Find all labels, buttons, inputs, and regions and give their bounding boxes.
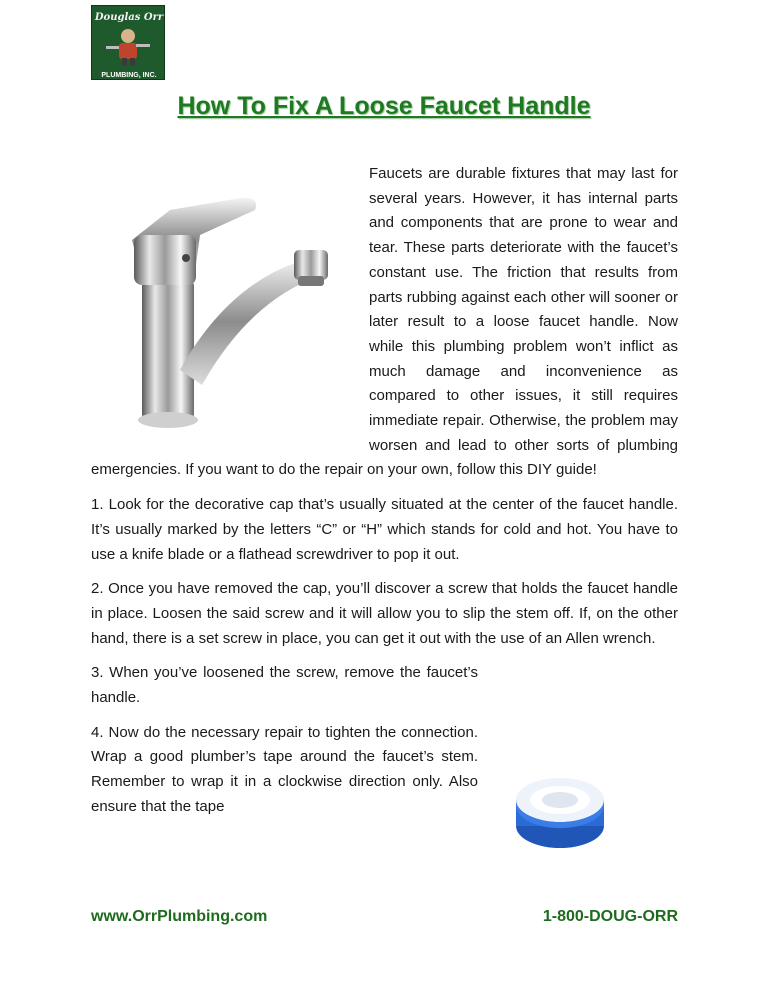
step-3-paragraph: 3. When you’ve loosened the screw, remove the faucet’s handle. [91,664,478,707]
image-space [91,162,369,458]
phone-number[interactable]: 1-800-DOUG-ORR [542,908,678,925]
logo-line2: PLUMBING, INC. [101,72,157,79]
step-1-paragraph: 1. Look for the decorative cap that’s usually situated at the center of the faucet handle. It’s usually marked by the letters “C” or “H” which stands for cold and hot. You have to use a knife blade or a flathead screwdriver to pop it out. [91,496,678,563]
step-4-paragraph: 4. Now do the necessary repair to tighten the connection. Wrap a good plumber’s tape around the faucet’s stem. Remember to wrap it in a clockwise direction only. Also ensure that the tape [91,723,478,815]
step-2-paragraph: 2. Once you have removed the cap, you’ll discover a screw that holds the faucet handle in place. Loosen the said screw and it will allow you to slip the stem off. If, on the other hand, there is a set screw in place, you can get it out with the use of an Allen wrench. [91,580,678,647]
plumbers-tape-image [512,770,608,850]
page-title: How To Fix A Loose Faucet Handle [177,92,591,120]
logo-line1: Douglas Orr [94,12,164,23]
website-link[interactable]: www.OrrPlumbing.com [91,908,268,925]
article-body [91,162,678,861]
company-logo [91,5,165,80]
intro-paragraph: Faucets are durable fixtures that may last for several years. However, it has internal parts and components that are prone to wear and tear. These parts deteriorate with the faucet’s constant use. The friction that results from parts rubbing against each other will sooner or later result to a loose faucet handle. Now while this plumbing problem won’t inflict as much damage and inconvenience as compared to other issues, it still requires immediate repair. Otherwise, the problem may worsen and lead to other sorts of plumbing emergencies. If you want to do the repair on your own, follow this DIY guide! [91,165,678,479]
